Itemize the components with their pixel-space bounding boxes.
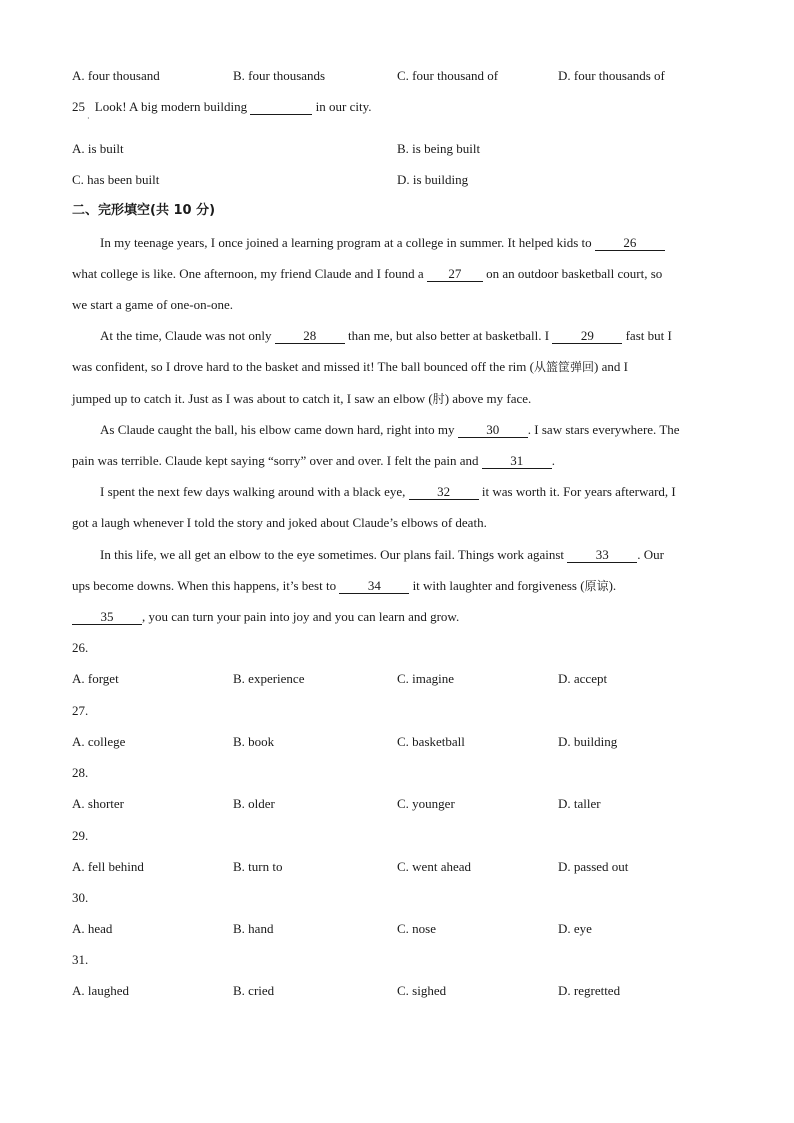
option-c: C. younger xyxy=(397,796,455,811)
blank-31: 31 xyxy=(482,454,552,469)
option-b: B. hand xyxy=(233,921,274,936)
decorative-dot: · xyxy=(87,114,90,123)
passage-line: got a laugh whenever I told the story and joked about Claude’s elbows of death. xyxy=(72,515,487,530)
option-c: C. nose xyxy=(397,921,436,936)
passage-line: we start a game of one-on-one. xyxy=(72,297,233,312)
q25-options-row1 xyxy=(72,141,722,157)
question-number: 28. xyxy=(72,765,89,780)
question-options xyxy=(72,796,722,812)
option-a: A. fell behind xyxy=(72,859,144,874)
q25-option-c: C. has been built xyxy=(72,172,160,187)
question-options xyxy=(72,859,722,875)
passage-line: pain was terrible. Claude kept saying “sorry” over and over. I felt the pain and 31 . xyxy=(72,453,555,468)
passage-line: As Claude caught the ball, his elbow came down hard, right into my 30 . I saw stars everywhere. The xyxy=(100,422,680,437)
blank-34: 34 xyxy=(339,579,409,594)
option-c: C. imagine xyxy=(397,671,455,686)
blank-27: 27 xyxy=(427,267,483,282)
option-b: B. older xyxy=(233,796,275,811)
question-options xyxy=(72,983,722,999)
option-c: C. basketball xyxy=(397,734,465,749)
passage-line: In my teenage years, I once joined a learning program at a college in summer. It helped kids to 26 xyxy=(72,235,750,251)
q25-blank xyxy=(250,100,312,115)
option-a: A. laughed xyxy=(72,983,130,998)
blank-35: 35 xyxy=(72,610,142,625)
passage-line: was confident, so I drove hard to the basket and missed it! The ball bounced off the rim (从篮筐弹回) and I xyxy=(72,359,628,374)
blank-33: 33 xyxy=(567,548,637,563)
question-number: 26. xyxy=(72,640,89,655)
option-d: D. passed out xyxy=(558,859,629,874)
passage-line: jumped up to catch it. Just as I was about to catch it, I saw an elbow (肘) above my face. xyxy=(72,391,532,406)
q24-option-b: B. four thousands xyxy=(233,68,326,83)
blank-32: 32 xyxy=(409,485,479,500)
section-title: 二、完形填空(共 10 分) xyxy=(72,203,216,218)
q25-option-b: B. is being built xyxy=(397,141,481,156)
passage-line: At the time, Claude was not only 28 than me, but also better at basketball. I 29 fast but I xyxy=(100,328,672,343)
option-d: D. eye xyxy=(558,921,592,936)
q25-number: 25 xyxy=(72,99,85,114)
option-b: B. book xyxy=(233,734,275,749)
passage-line: what college is like. One afternoon, my friend Claude and I found a 27 on an outdoor basketball court, so xyxy=(72,266,663,281)
passage-line: 35 , you can turn your pain into joy and you can learn and grow. xyxy=(72,609,722,625)
question-options xyxy=(72,921,722,937)
q25-stem: 25 Look! A big modern building in our city. xyxy=(72,99,372,114)
option-b: B. cried xyxy=(233,983,275,998)
option-d: D. regretted xyxy=(558,983,621,998)
question-options xyxy=(72,671,722,687)
option-a: A. forget xyxy=(72,671,119,686)
q25-option-a: A. is built xyxy=(72,141,124,156)
passage-line: In this life, we all get an elbow to the eye sometimes. Our plans fail. Things work against 33 . Our xyxy=(100,547,665,562)
option-b: B. turn to xyxy=(233,859,283,874)
option-d: D. accept xyxy=(558,671,608,686)
option-a: A. college xyxy=(72,734,126,749)
q25-options-row2 xyxy=(72,172,722,188)
option-b: B. experience xyxy=(233,671,305,686)
question-options xyxy=(72,734,722,750)
blank-26: 26 xyxy=(595,236,665,251)
question-number: 30. xyxy=(72,890,89,905)
passage-line: I spent the next few days walking around with a black eye, 32 it was worth it. For years afterward, I xyxy=(100,484,676,499)
option-d: D. taller xyxy=(558,796,601,811)
blank-30: 30 xyxy=(458,423,528,438)
option-c: C. sighed xyxy=(397,983,447,998)
q24-option-a: A. four thousand xyxy=(72,68,160,83)
q24-option-d: D. four thousands of xyxy=(558,68,665,83)
option-a: A. head xyxy=(72,921,113,936)
question-number: 29. xyxy=(72,828,89,843)
blank-28: 28 xyxy=(275,329,345,344)
question-number: 27. xyxy=(72,703,89,718)
q24-option-c: C. four thousand of xyxy=(397,68,499,83)
option-d: D. building xyxy=(558,734,618,749)
blank-29: 29 xyxy=(552,329,622,344)
passage-line: ups become downs. When this happens, it’s best to 34 it with laughter and forgiveness (原谅). xyxy=(72,578,617,593)
q24-options xyxy=(72,68,722,84)
q25-option-d: D. is building xyxy=(397,172,469,187)
option-a: A. shorter xyxy=(72,796,124,811)
option-c: C. went ahead xyxy=(397,859,472,874)
question-number: 31. xyxy=(72,952,89,967)
